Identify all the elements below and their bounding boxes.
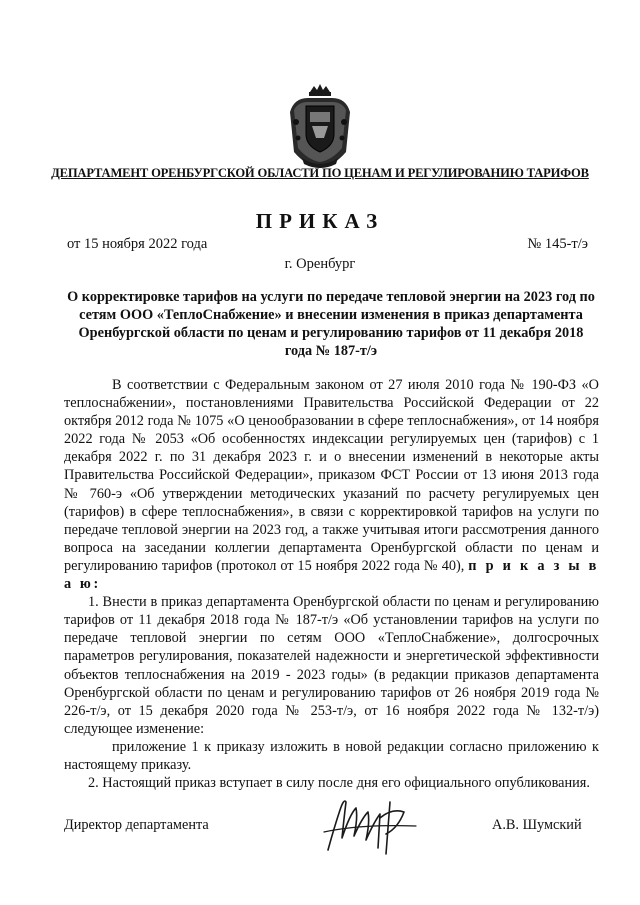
- issue-city: г. Оренбург: [284, 256, 356, 272]
- department-name: ДЕПАРТАМЕНТ ОРЕНБУРГСКОЙ ОБЛАСТИ ПО ЦЕНАМ И РЕГУЛИРОВАНИЮ ТАРИФОВ: [51, 166, 589, 180]
- handwritten-signature: [320, 788, 430, 858]
- signer-name: А.В. Шумский: [492, 817, 582, 833]
- item-1-sub: приложение 1 к приказу изложить в новой редакции согласно приложению к настоящему приказу.: [64, 738, 599, 773]
- preamble-text: В соответствии с Федеральным законом от 27 июля 2010 года № 190-ФЗ «О теплоснабжении», постановлениями Правительства Российской Федерации от 22 октября 2012 года № 1075 «О ценообразовании в сфере теплоснабжения», от 14 ноября 2022 года № 2053 «Об особенностях индексации регулируемых цен (тарифов) с 1 декабря 2022 г. по 31 декабря 2023 г. и о внесении изменений в некоторые акты Правительства Российской Федерации», приказом ФСТ России от 13 июня 2013 года № 760-э «Об утверждении методических указаний по расчету регулируемых цен (тарифов) в сфере теплоснабжения», в связи с корректировкой тарифов на услуги по передаче тепловой энергии на 2023 год, а также учитывая итоги рассмотрения данного вопроса на заседании коллегии департамента Оренбургской области по ценам и регулированию тарифов (протокол от 15 ноября 2022 года № 40),: [64, 377, 599, 574]
- order-subject: О корректировке тарифов на услуги по передаче тепловой энергии на 2023 год по сетям ООО «ТеплоСнабжение» и внесении изменения в приказ департамента Оренбургской области по ценам и регулированию тарифов от 11 декабря 2018 года № 187-т/э: [67, 289, 595, 359]
- signer-position: Директор департамента: [64, 817, 209, 833]
- preamble-paragraph: [64, 376, 599, 593]
- order-word: п р и к а з ы в а ю:: [64, 557, 599, 593]
- document-title: ПРИКАЗ: [255, 209, 385, 233]
- order-body: [64, 376, 599, 792]
- order-number: № 145-т/э: [527, 236, 588, 252]
- coat-of-arms-emblem: [284, 82, 356, 170]
- item-2: 2. Настоящий приказ вступает в силу после дня его официального опубликования.: [88, 775, 590, 792]
- item-1: 1. Внести в приказ департамента Оренбургской области по ценам и регулированию тарифов от 11 декабря 2018 года № 187-т/э «Об установлении тарифов на услуги по передаче тепловой энергии по сетям ООО «ТеплоСнабжение», долгосрочных параметров регулирования, показателей надежности и энергетической эффективности объектов теплоснабжения на 2019 - 2023 годы» (в редакции приказов департамента Оренбургской области по ценам и регулированию тарифов от 26 ноября 2019 года № 226-т/э, от 15 декабря 2020 года № 253-т/э, от 16 ноября 2022 года № 132-т/э) следующее изменение:: [64, 594, 599, 737]
- order-date: от 15 ноября 2022 года: [67, 236, 208, 252]
